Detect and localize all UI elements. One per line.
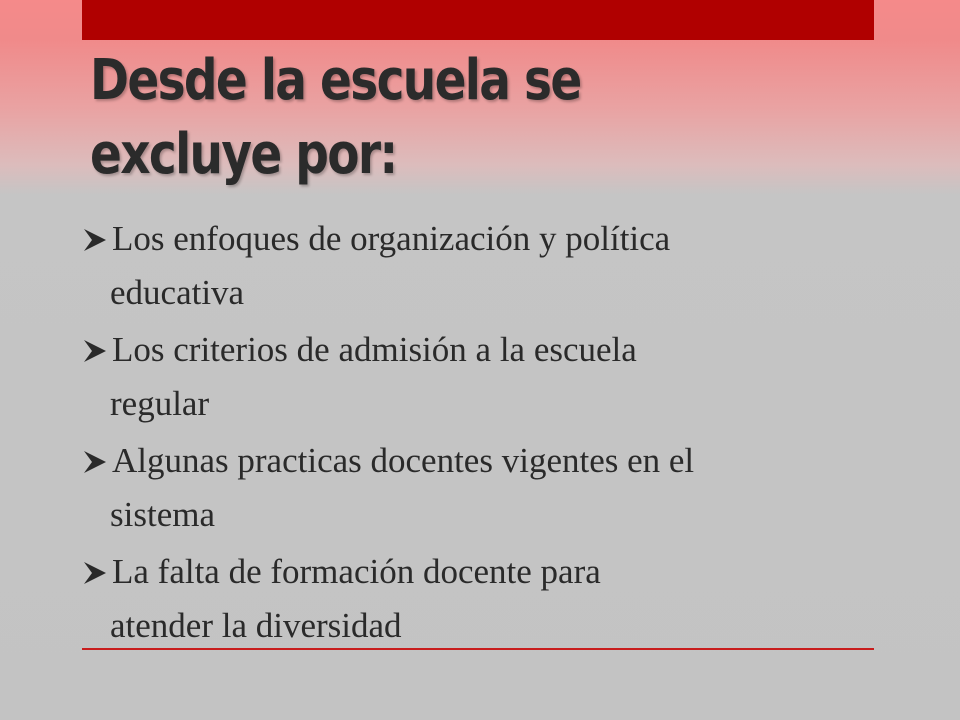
bullet-item <box>82 545 862 653</box>
arrowhead-bullet-icon <box>82 338 108 364</box>
bullet-text-line-1: Los criterios de admisión a la escuela <box>112 330 637 369</box>
bottom-divider <box>82 648 874 650</box>
bullet-list <box>82 212 862 656</box>
arrowhead-bullet-icon <box>82 449 108 475</box>
bullet-item <box>82 323 862 431</box>
bullet-text-line-1: Los enfoques de organización y política <box>112 219 671 258</box>
bullet-text-line-2: regular <box>110 384 210 423</box>
bullet-text-line-2: sistema <box>110 495 215 534</box>
bullet-item <box>82 434 862 542</box>
slide-title-line-1: Desde la escuela se <box>90 48 581 113</box>
bullet-text-line-1: Algunas practicas docentes vigentes en el <box>112 441 695 480</box>
bullet-text-line-1: La falta de formación docente para <box>112 552 601 591</box>
arrowhead-bullet-icon <box>82 560 108 586</box>
arrowhead-bullet-icon <box>82 227 108 253</box>
slide-title-line-2: excluye por: <box>90 122 397 187</box>
bullet-item <box>82 212 862 320</box>
slide-title <box>90 44 728 192</box>
title-accent-bar <box>82 0 874 40</box>
bullet-text-line-2: atender la diversidad <box>110 606 402 645</box>
bullet-text-line-2: educativa <box>110 273 245 312</box>
